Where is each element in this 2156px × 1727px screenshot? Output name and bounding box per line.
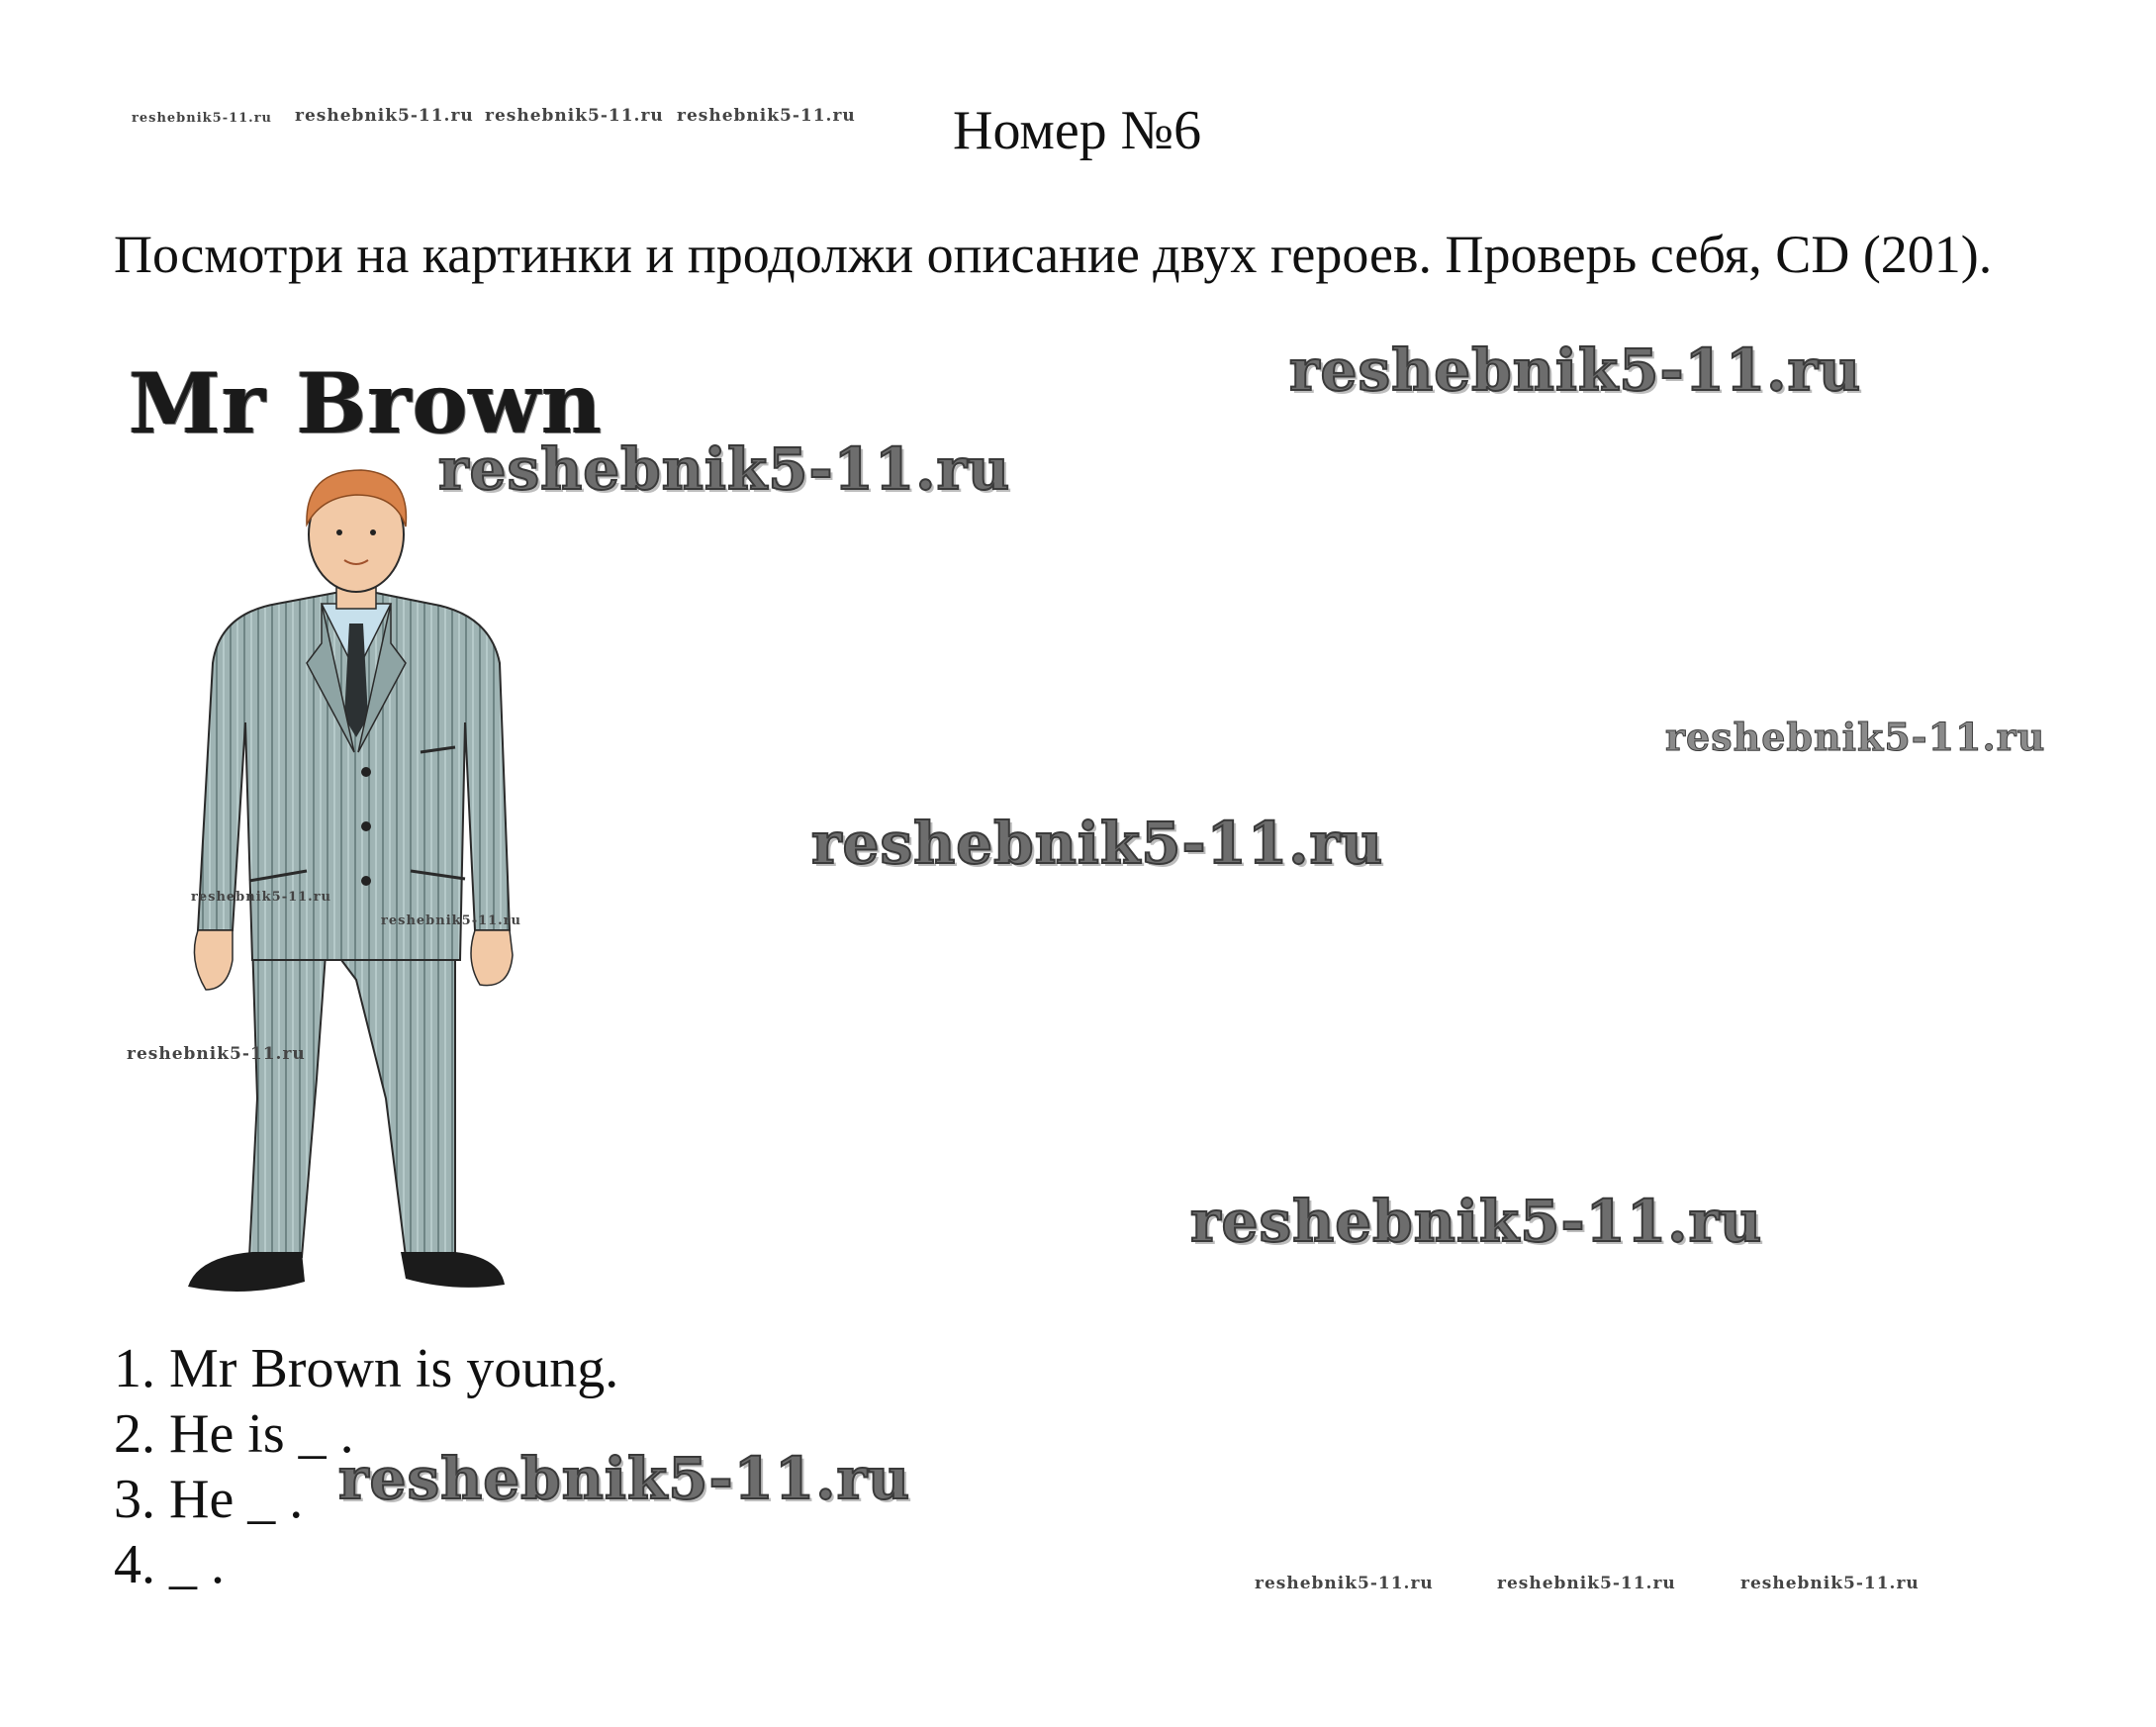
watermark: reshebnik5-11.ru bbox=[811, 810, 1384, 877]
watermark: reshebnik5-11.ru bbox=[1497, 1574, 1676, 1593]
watermark: reshebnik5-11.ru bbox=[677, 106, 856, 126]
watermark: reshebnik5-11.ru bbox=[132, 111, 273, 126]
page-title: Номер №6 bbox=[953, 100, 1202, 161]
watermark: reshebnik5-11.ru bbox=[381, 913, 522, 928]
watermark: reshebnik5-11.ru bbox=[191, 890, 332, 905]
list-item: 1. Mr Brown is young. bbox=[114, 1338, 619, 1399]
list-item: 4. _ . bbox=[114, 1534, 225, 1595]
list-item: 3. He _ . bbox=[114, 1469, 304, 1530]
hero-name-heading: Mr Brown bbox=[129, 354, 604, 452]
watermark: reshebnik5-11.ru bbox=[1190, 1188, 1763, 1255]
watermark: reshebnik5-11.ru bbox=[485, 106, 664, 126]
watermark: reshebnik5-11.ru bbox=[338, 1445, 911, 1512]
watermark: reshebnik5-11.ru bbox=[438, 435, 1011, 503]
watermark: reshebnik5-11.ru bbox=[127, 1044, 306, 1064]
watermark: reshebnik5-11.ru bbox=[1289, 336, 1862, 404]
list-item: 2. He is _ . bbox=[114, 1403, 354, 1465]
watermark: reshebnik5-11.ru bbox=[295, 106, 474, 126]
watermark: reshebnik5-11.ru bbox=[1740, 1574, 1920, 1593]
watermark: reshebnik5-11.ru bbox=[1255, 1574, 1434, 1593]
instruction-text: Посмотри на картинки и продолжи описание двух героев. Проверь себя, CD (201). bbox=[114, 225, 1993, 284]
sentence-list bbox=[114, 1336, 618, 1597]
watermark: reshebnik5-11.ru bbox=[1665, 715, 2046, 759]
